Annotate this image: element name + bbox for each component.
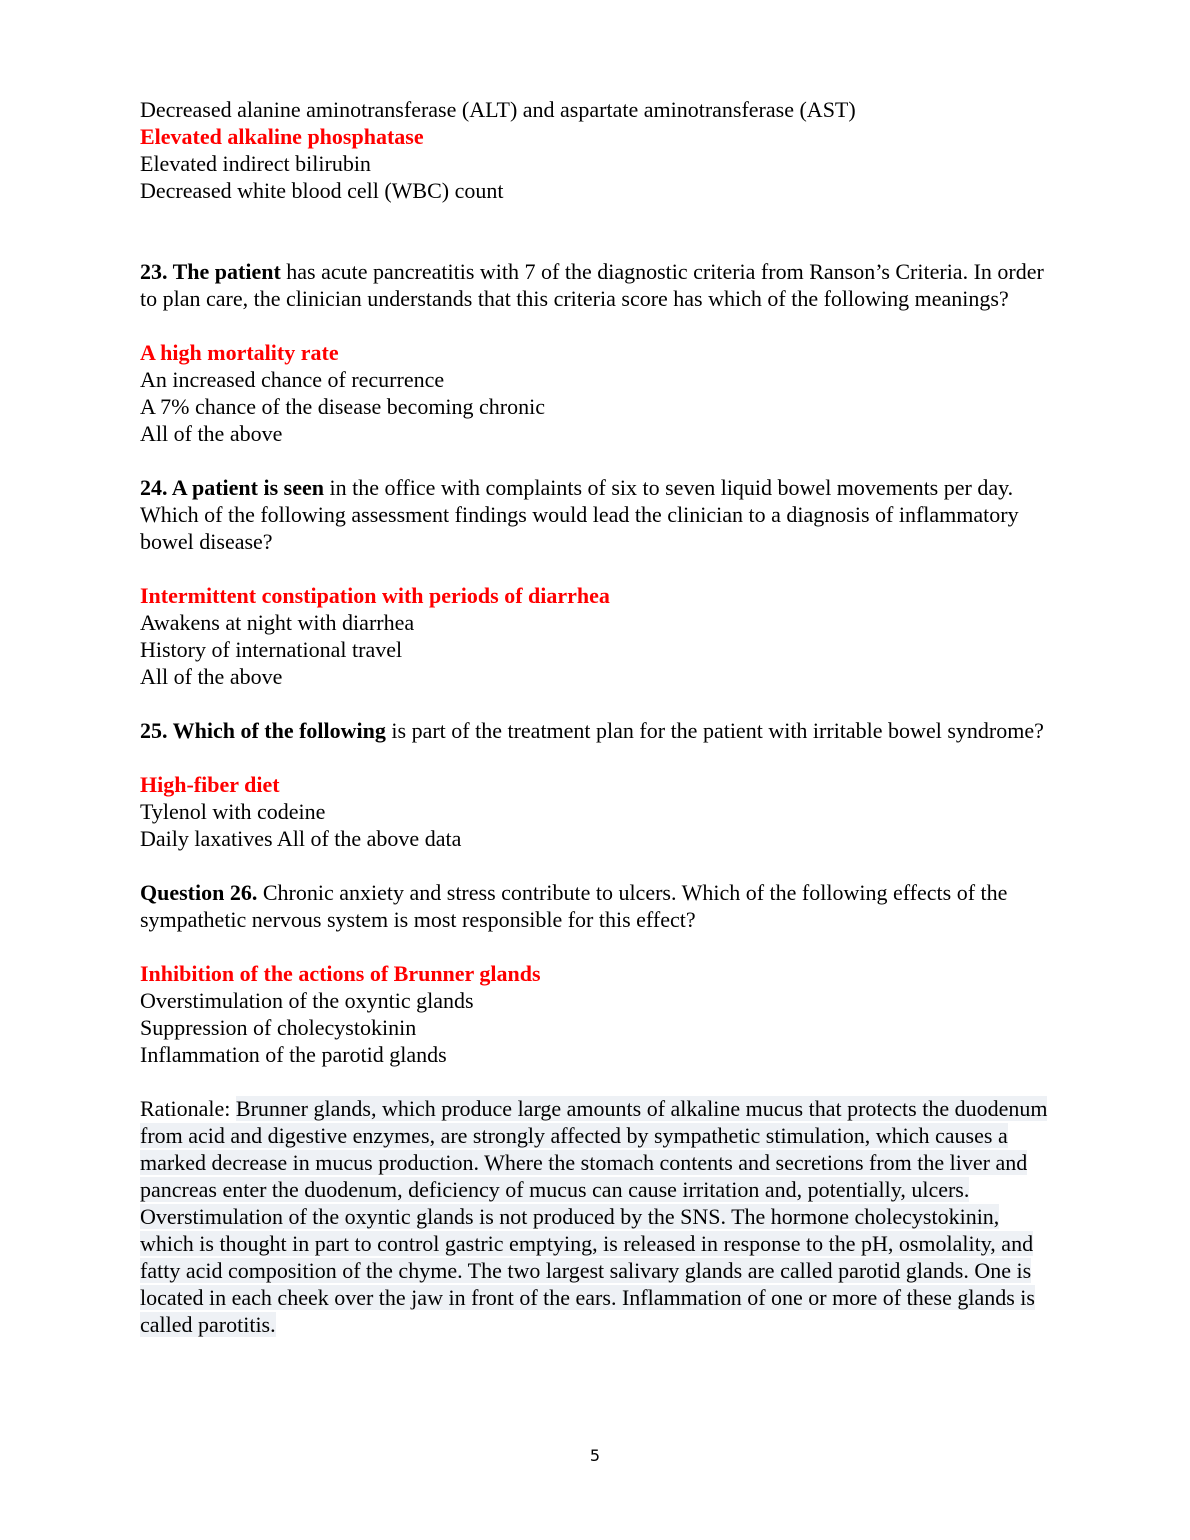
correct-answer: Inhibition of the actions of Brunner glands: [140, 961, 541, 986]
question-body: has acute pancreatitis with 7 of the diagnostic criteria from Ranson’s Criteria. In order to plan care, the clinician understands that this criteria score has which of the following meanings?: [140, 259, 1044, 311]
question-text: [140, 717, 1050, 744]
question-block: [140, 879, 1050, 1068]
question-block: [140, 717, 1050, 852]
option-item: Awakens at night with diarrhea: [140, 610, 415, 635]
option-item: A 7% chance of the disease becoming chronic: [140, 394, 546, 419]
question-number: Question 26.: [140, 880, 258, 905]
option-item: History of international travel: [140, 637, 403, 662]
question-number: 23. The patient: [140, 259, 281, 284]
correct-answer: Elevated alkaline phosphatase: [140, 124, 424, 149]
option-item: Decreased white blood cell (WBC) count: [140, 178, 504, 203]
question-text: [140, 879, 1050, 933]
option-item: Daily laxatives All of the above data: [140, 826, 462, 851]
page-number: 5: [589, 1446, 601, 1465]
question-block: [140, 474, 1050, 690]
question-body: in the office with complaints of six to seven liquid bowel movements per day. Which of the following assessment findings would lead the clinician to a diagnosis of inflammatory bowel disease?: [140, 475, 1019, 554]
option-item: Tylenol with codeine: [140, 799, 326, 824]
question-body: is part of the treatment plan for the patient with irritable bowel syndrome?: [385, 718, 1044, 743]
correct-answer: A high mortality rate: [140, 340, 339, 365]
question-body: Chronic anxiety and stress contribute to ulcers. Which of the following effects of the sympathetic nervous system is most responsible for this effect?: [140, 880, 1008, 932]
option-item: Suppression of cholecystokinin: [140, 1015, 417, 1040]
question-number: 25. Which of the following: [140, 718, 386, 743]
correct-answer: High-fiber diet: [140, 772, 280, 797]
option-item: Overstimulation of the oxyntic glands: [140, 988, 474, 1013]
option-item: All of the above: [140, 664, 283, 689]
option-item: All of the above: [140, 421, 283, 446]
question-block: [140, 258, 1050, 447]
rationale: [140, 1095, 1050, 1338]
option-item: Elevated indirect bilirubin: [140, 151, 371, 176]
correct-answer: Intermittent constipation with periods of diarrhea: [140, 583, 610, 608]
option-item: An increased chance of recurrence: [140, 367, 445, 392]
option-item: Decreased alanine aminotransferase (ALT) and aspartate aminotransferase (AST): [140, 97, 856, 122]
question-text: [140, 258, 1050, 312]
option-item: Inflammation of the parotid glands: [140, 1042, 447, 1067]
question-number: 24. A patient is seen: [140, 475, 324, 500]
rationale-label: Rationale:: [140, 1096, 236, 1121]
question-text: [140, 474, 1050, 555]
document-page: [140, 96, 1050, 1338]
rationale-text: Brunner glands, which produce large amounts of alkaline mucus that protects the duodenum from acid and digestive enzymes, are strongly affected by sympathetic stimulation, which causes a marked decrease in mucus production. Where the stomach contents and secretions from the liver and pancreas enter the duodenum, deficiency of mucus can cause irritation and, potentially, ulcers. Overstimulation of the oxyntic glands is not produced by the SNS. The hormone cholecystokinin, which is thought in part to control gastric emptying, is released in response to the pH, osmolality, and fatty acid composition of the chyme. The two largest salivary glands are called parotid glands. One is located in each cheek over the jaw in front of the ears. Inflammation of one or more of these glands is called parotitis.: [140, 1096, 1048, 1337]
